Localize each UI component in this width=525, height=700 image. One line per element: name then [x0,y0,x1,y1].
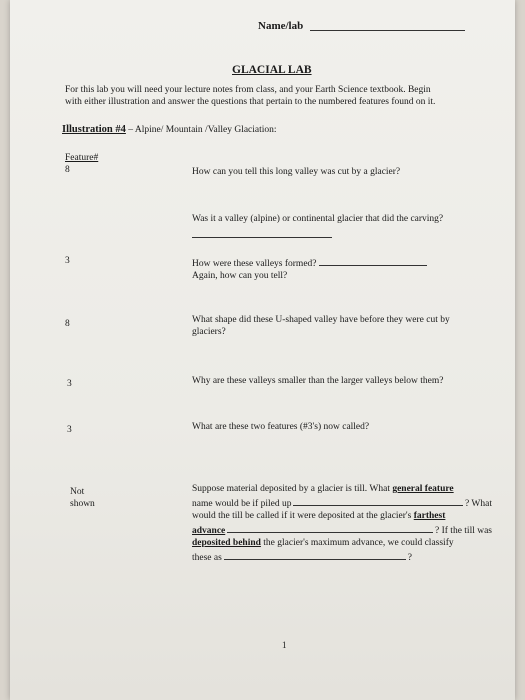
question-line: Again, how can you tell? [192,271,288,281]
page-number: 1 [282,640,287,650]
illustration-description: – Alpine/ Mountain /Valley Glaciation: [125,125,277,135]
intro-paragraph [65,84,505,108]
general-feature-emphasis: general feature [392,484,454,494]
answer-line[interactable] [224,549,406,560]
intro-line-1: For this lab you will need your lecture notes from class, and your Earth Science textbook. Begin [65,85,431,95]
not-shown-label: Not shown [70,487,95,509]
feature-number: 8 [65,319,70,329]
question-text: What are these two features (#3's) now called? [192,422,370,432]
question-line: How were these valleys formed? [192,259,317,269]
name-line[interactable] [310,30,465,31]
page-title: GLACIAL LAB [232,64,312,76]
feature-number: 3 [67,425,72,435]
answer-line[interactable] [192,237,332,238]
name-lab-label: Name/lab [258,20,304,32]
question-text [192,255,427,282]
answer-line[interactable] [227,522,433,533]
feature-number: 8 [65,165,70,175]
question-text: Why are these valleys smaller than the larger valleys below them? [192,376,444,386]
question-text: Was it a valley (alpine) or continental glacier that did the carving? [192,214,444,224]
answer-line[interactable] [293,495,463,506]
intro-line-2: with either illustration and answer the questions that pertain to the numbered features found on it. [65,97,436,107]
feature-column-header: Feature# [65,153,99,163]
illustration-label: Illustration #4 [62,124,126,135]
feature-number: 3 [65,256,70,266]
worksheet-page [10,0,515,700]
till-question: Suppose material deposited by a glacier is till. What general feature name would be if piled up ? What would the till be called if it were deposited at the glacier's farthest advance ? If the till was deposited behind the glacier's maximum advance, we could classify these as ? [192,484,492,563]
question-line: glaciers? [192,327,226,337]
question-text: How can you tell this long valley was cut by a glacier? [192,167,401,177]
answer-line[interactable] [319,255,427,266]
deposited-behind-emphasis: deposited behind [192,538,261,548]
advance-emphasis: advance [192,526,226,536]
farthest-emphasis: farthest [413,511,446,521]
question-text [192,314,492,338]
feature-number: 3 [67,379,72,389]
question-line: What shape did these U-shaped valley have before they were cut by [192,315,450,325]
illustration-heading [62,124,277,135]
